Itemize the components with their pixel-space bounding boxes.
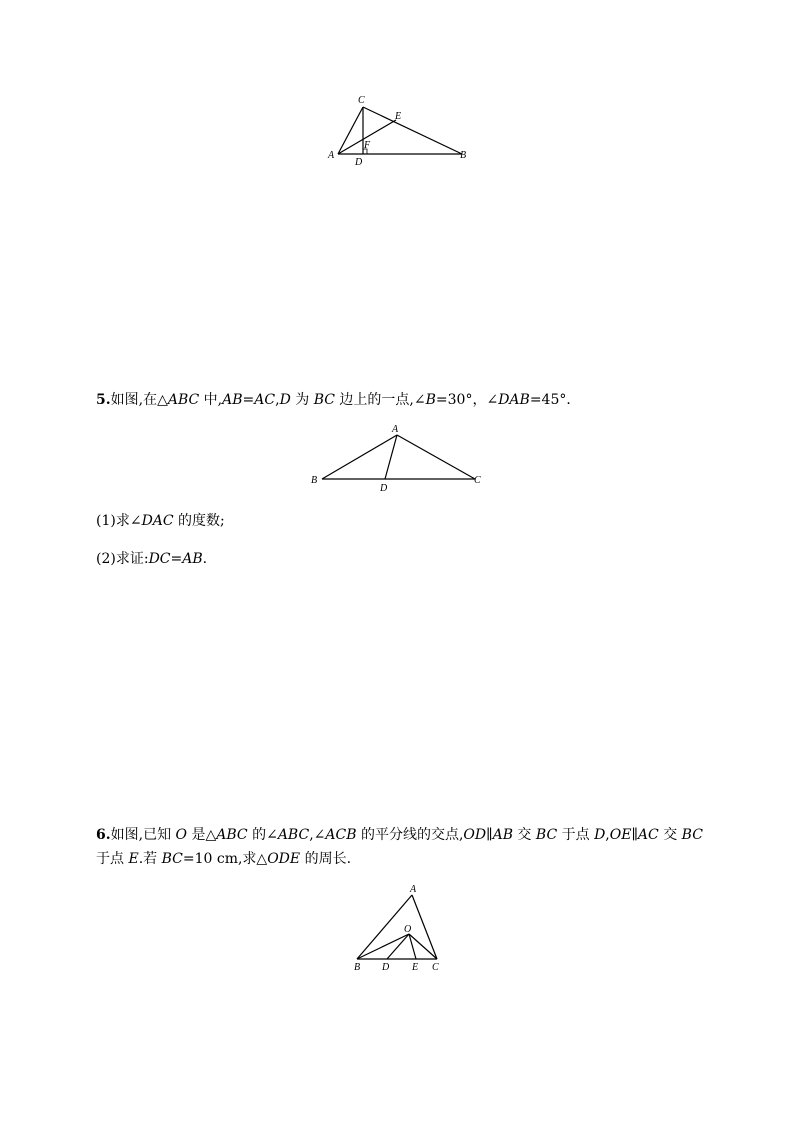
label-c: C [474, 475, 481, 486]
label-o: O [404, 924, 412, 935]
segment-od [387, 934, 409, 959]
text: 如图,在 [110, 392, 158, 408]
text: (2)求证: [96, 551, 149, 567]
segment-bo [357, 934, 409, 959]
parallel-symbol: ∥ [631, 827, 638, 843]
var-abc: ABC [216, 827, 248, 843]
text: 于点 [96, 851, 129, 867]
var-o: O [175, 827, 188, 843]
label-f: F [364, 140, 371, 151]
var-ab: AB [222, 392, 243, 408]
text: 的∠ [247, 827, 278, 843]
triangle-symbol: △ [205, 827, 217, 843]
text: , [605, 827, 610, 843]
var-acb: ACB [325, 827, 357, 843]
text: =45°． [529, 392, 581, 408]
text: 的周长. [300, 851, 352, 867]
var-od: OD [463, 827, 487, 843]
text: .若 [138, 851, 162, 867]
var-bc: BC [535, 827, 558, 843]
text: =10 cm,求 [182, 851, 257, 867]
text: , [275, 392, 280, 408]
var-dac: DAC [141, 513, 174, 529]
var-bc: BC [313, 392, 335, 408]
figure-6-svg [345, 882, 455, 974]
var-dab: DAB [498, 392, 530, 408]
figure-5-triangle [305, 420, 495, 495]
problem-5-question-1 [96, 510, 225, 530]
label-b: B [354, 962, 361, 973]
parallel-symbol: ∥ [486, 827, 493, 843]
segment-ab [322, 435, 397, 479]
text: 边上的一点,∠ [334, 392, 426, 408]
label-a: A [328, 150, 335, 161]
text: =30°，∠ [435, 392, 499, 408]
triangle-symbol: △ [256, 851, 268, 867]
var-dc: DC [148, 551, 171, 567]
var-bc: BC [161, 851, 183, 867]
text: 交 [658, 827, 682, 843]
var-ab: AB [182, 551, 203, 567]
figure-5-svg [305, 420, 495, 495]
problem-5-statement [96, 388, 706, 412]
text: ,∠ [309, 827, 326, 843]
var-e: E [128, 851, 139, 867]
var-ab: AB [492, 827, 513, 843]
problem-5-question-2 [96, 548, 207, 568]
var-bc: BC [681, 827, 703, 843]
label-e: E [395, 111, 402, 122]
var-abc: ABC [277, 827, 310, 843]
var-b: B [425, 392, 436, 408]
problem-6-statement [96, 823, 706, 871]
text: 为 [290, 392, 314, 408]
text: 交 [512, 827, 536, 843]
text: 中, [199, 392, 223, 408]
label-c: C [432, 962, 439, 973]
label-a: A [392, 424, 399, 435]
var-d: D [594, 827, 606, 843]
label-c: C [358, 95, 365, 106]
text: = [242, 392, 255, 408]
label-d: D [382, 962, 390, 973]
label-a: A [410, 884, 417, 895]
triangle-symbol: △ [157, 392, 168, 408]
segment-co [409, 934, 437, 959]
text: = [170, 551, 183, 567]
text: 如图,已知 [110, 827, 176, 843]
text: . [202, 551, 208, 567]
text: 于点 [557, 827, 595, 843]
label-b: B [311, 475, 318, 486]
segment-ac [397, 435, 475, 479]
var-oe: OE [609, 827, 632, 843]
problem-number: 5. [96, 392, 111, 408]
var-ode: ODE [267, 851, 301, 867]
label-b: B [460, 150, 467, 161]
text: 的平分线的交点, [356, 827, 464, 843]
figure-6-triangle-bisectors [345, 882, 455, 974]
figure-4-svg [320, 90, 480, 170]
text: 是 [187, 827, 206, 843]
var-d: D [279, 392, 291, 408]
text: 的度数; [173, 513, 225, 529]
var-ac: AC [637, 827, 659, 843]
label-d: D [380, 483, 388, 494]
segment-ac [412, 895, 437, 959]
label-e: E [412, 962, 419, 973]
var-ac: AC [254, 392, 276, 408]
label-d: D [355, 157, 363, 168]
text: (1)求∠ [96, 513, 142, 529]
problem-number: 6. [96, 827, 111, 843]
var-abc: ABC [167, 392, 200, 408]
figure-triangle-abc-altitude [320, 90, 480, 170]
